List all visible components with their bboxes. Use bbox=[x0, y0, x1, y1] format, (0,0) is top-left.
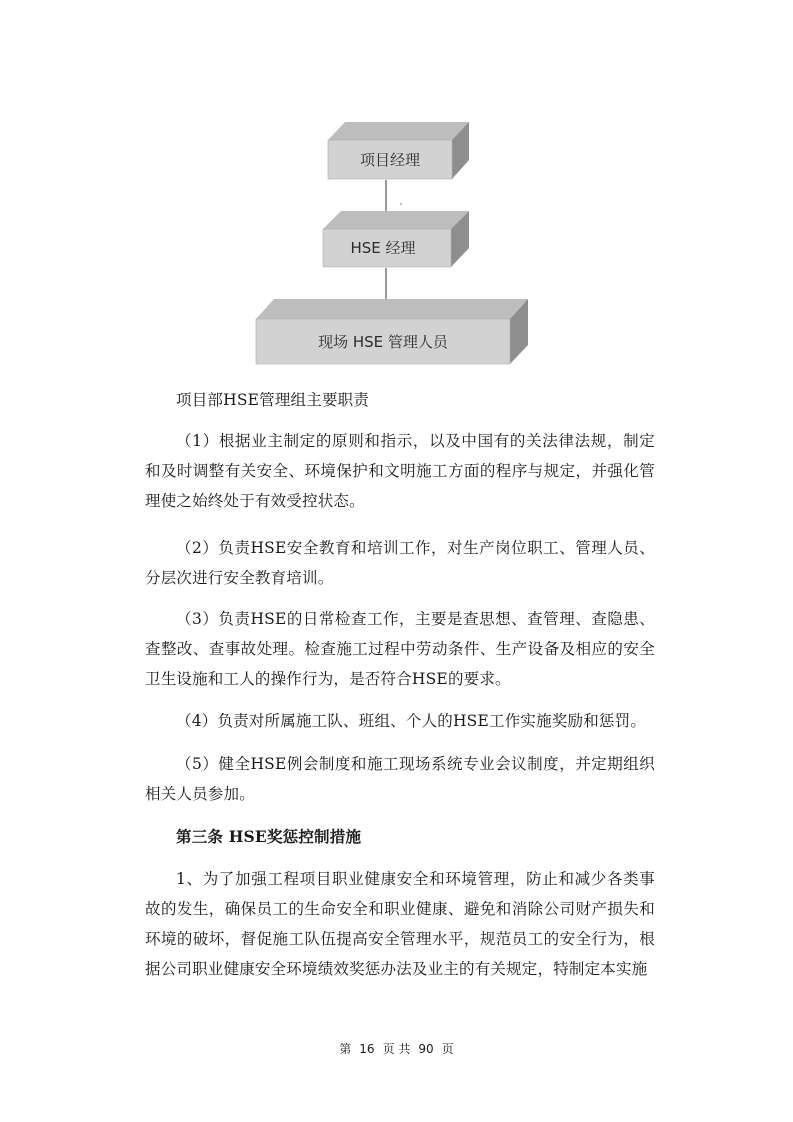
stray-dot bbox=[400, 203, 401, 204]
article-paragraph: 1、为了加强工程项目职业健康安全和环境管理，防止和减少各类事故的发生，确保员工的生命安全和职业健康、避免和消除公司财产损失和环境的破坏，督促施工队伍提高安全管理水平，规范员工的安全行为，根据公司职业健康安全环境绩效奖惩办法及业主的有关规定，特制定本实施 bbox=[145, 870, 655, 978]
duty-1: （1）根据业主制定的原则和指示，以及中国有的关法律法规，制定和及时调整有关安全、环境保护和文明施工方面的程序与规定，并强化管理使之始终处于有效受控状态。 bbox=[145, 432, 655, 510]
page-footer bbox=[0, 1040, 793, 1057]
duty-4: （4）负责对所属施工队、班组、个人的HSE工作实施奖励和惩罚。 bbox=[176, 712, 647, 730]
org-box-label: 现场 HSE 管理人员 bbox=[318, 333, 448, 351]
org-box-hse-manager bbox=[323, 211, 469, 267]
article-heading: 第三条 HSE奖惩控制措施 bbox=[176, 827, 362, 846]
org-box-site-hse-staff bbox=[256, 299, 528, 364]
org-box-label: HSE 经理 bbox=[350, 239, 416, 257]
duty-2: （2）负责HSE安全教育和培训工作，对生产岗位职工、管理人员、分层次进行安全教育培训。 bbox=[145, 539, 655, 587]
duty-5: （5）健全HSE例会制度和施工现场系统专业会议制度，并定期组织相关人员参加。 bbox=[145, 755, 655, 803]
section-title: 项目部HSE管理组主要职责 bbox=[176, 391, 370, 409]
footer-middle: 页 共 bbox=[382, 1042, 411, 1056]
org-box-label: 项目经理 bbox=[359, 151, 421, 169]
footer-suffix: 页 bbox=[441, 1042, 454, 1056]
footer-current-page: 16 bbox=[359, 1042, 375, 1056]
duty-3: （3）负责HSE的日常检查工作，主要是查思想、查管理、查隐患、查整改、查事故处理。检查施工过程中劳动条件、生产设备及相应的安全卫生设施和工人的操作行为，是否符合HSE的要求。 bbox=[145, 610, 655, 688]
org-chart bbox=[0, 0, 793, 380]
org-box-project-manager bbox=[328, 122, 469, 179]
footer-total-pages: 90 bbox=[418, 1042, 434, 1056]
footer-prefix: 第 bbox=[339, 1042, 352, 1056]
